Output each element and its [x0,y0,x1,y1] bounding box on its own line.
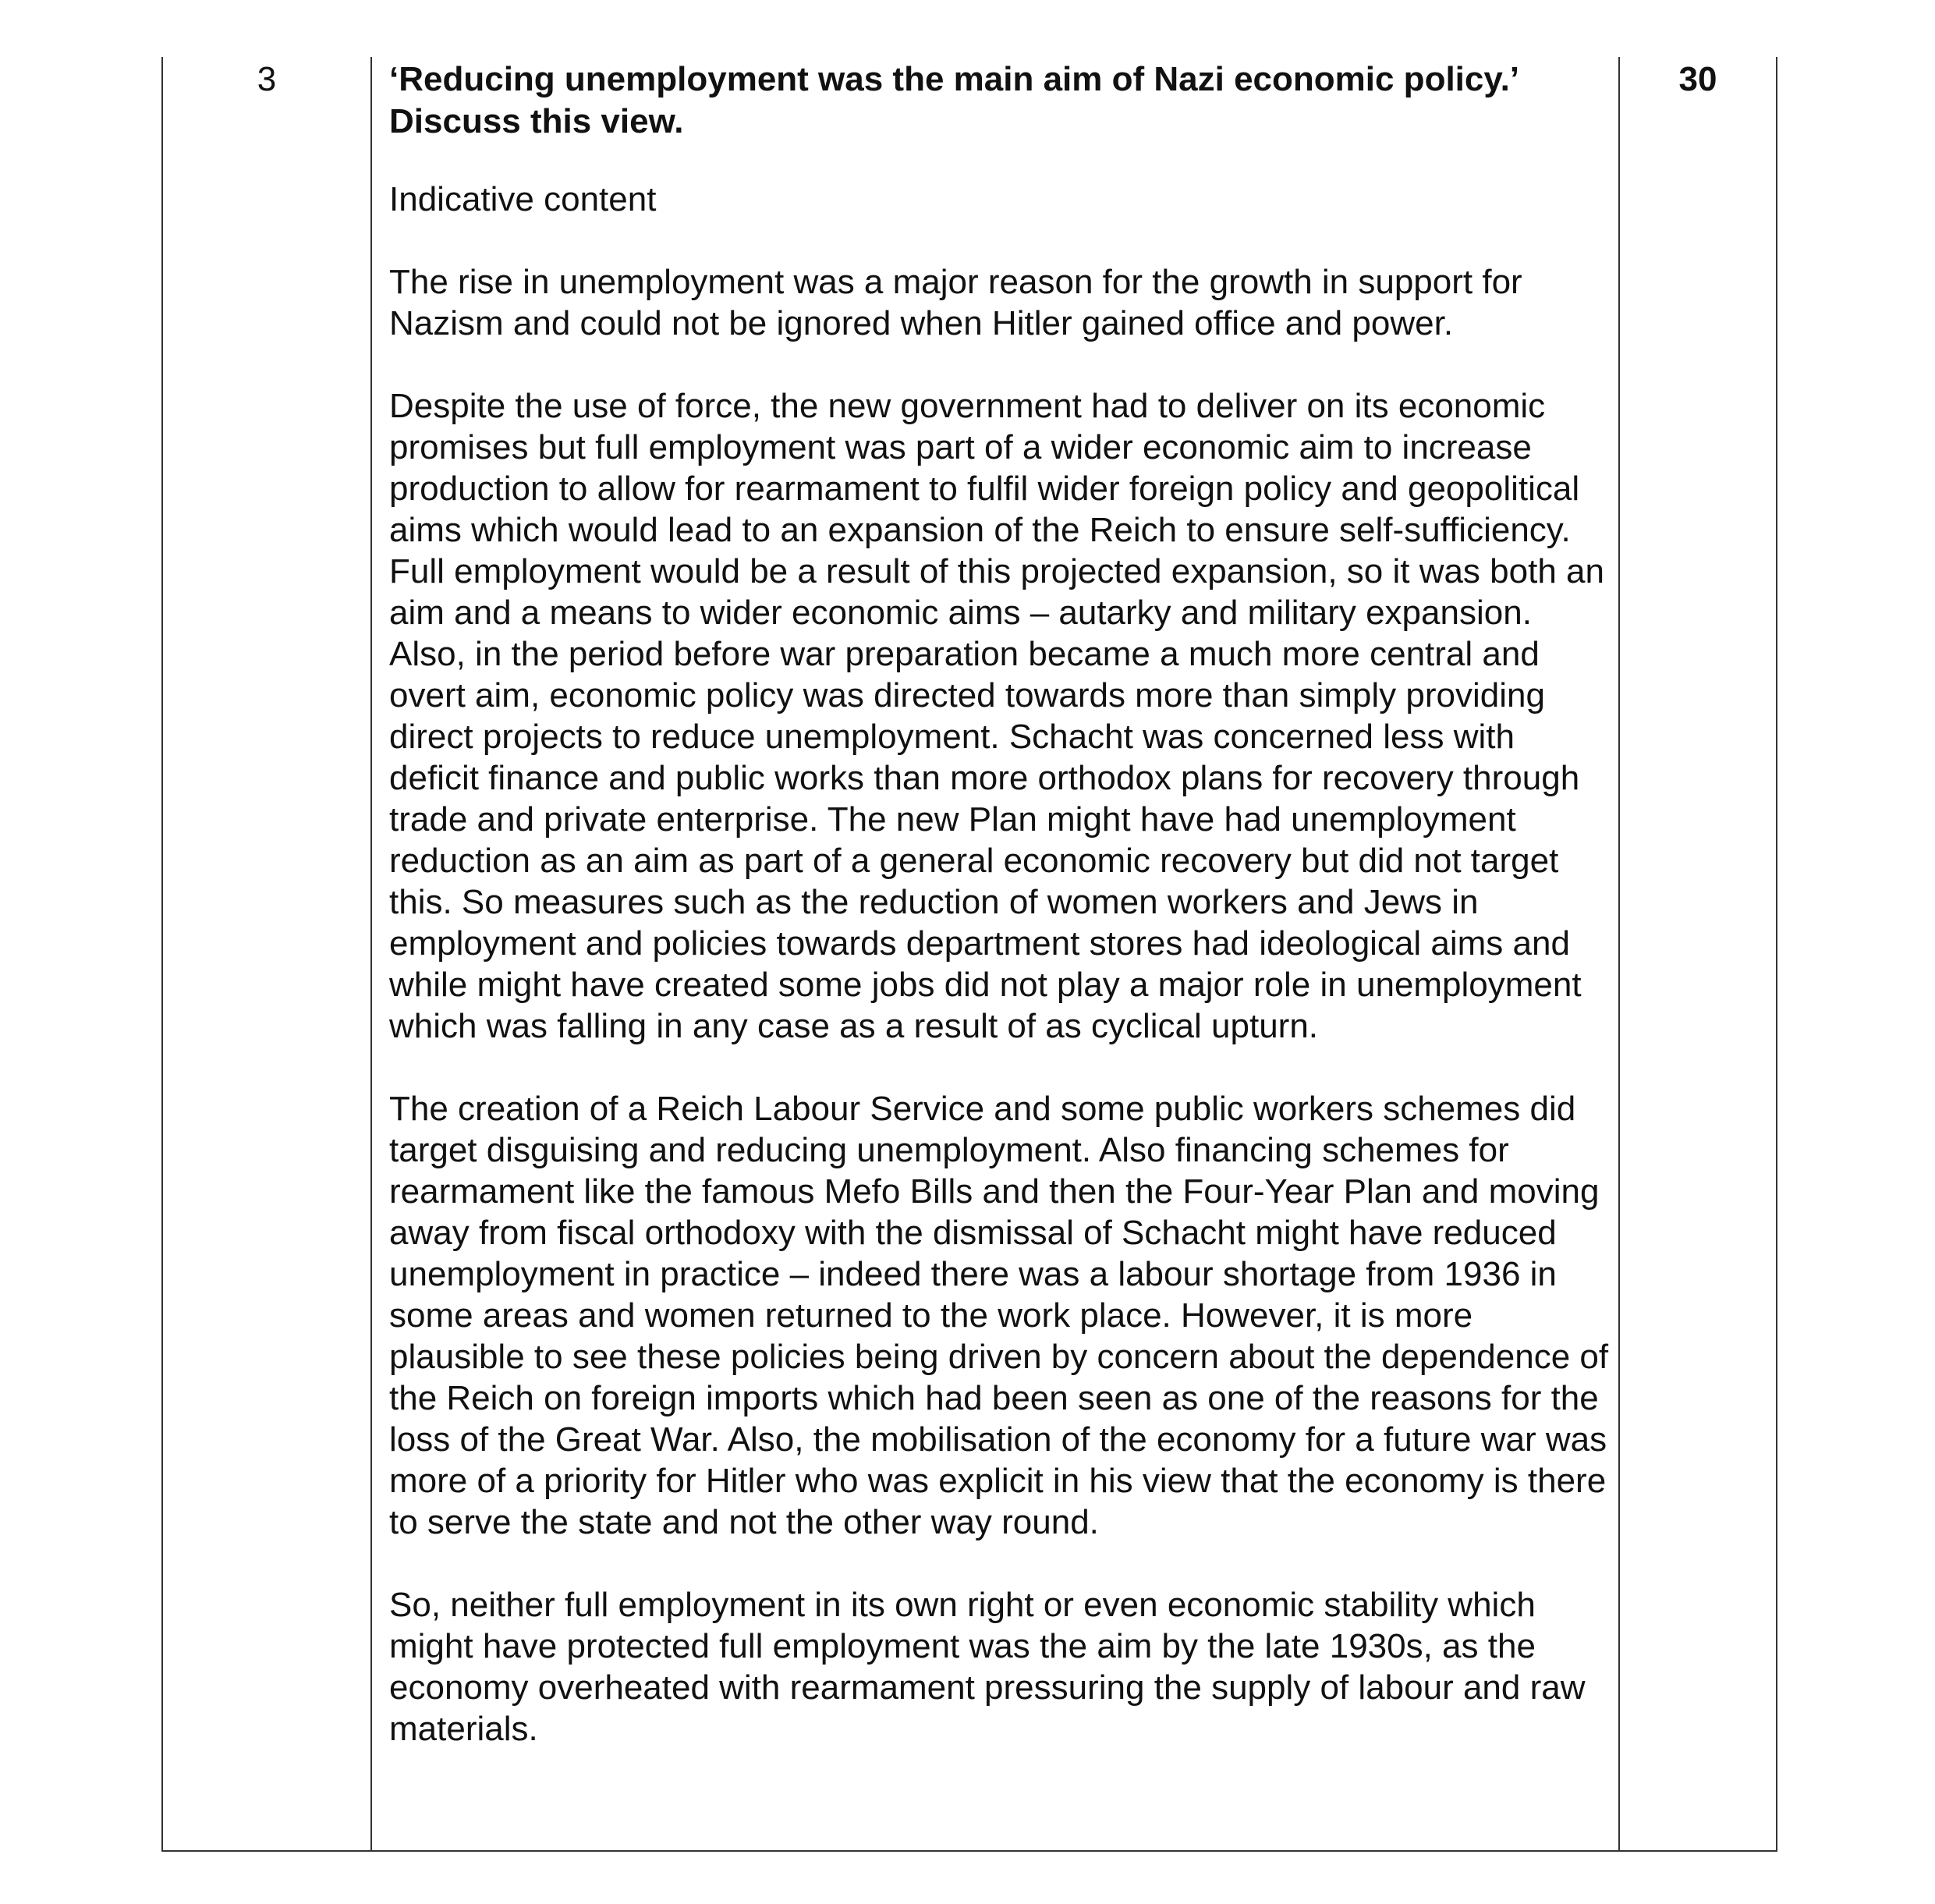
question-title-line: ‘Reducing unemployment was the main aim of Nazi economic policy.’ [389,60,1520,98]
content-paragraph: The creation of a Reich Labour Service and some public workers schemes did target disguising and reducing unemployment. Also financing schemes for rearmament like the famous Mefo Bills and then the Four-Year Plan and moving away from fiscal orthodoxy with the dismissal of Schacht might have reduced unemployment in practice – indeed there was a labour shortage from 1936 in some areas and women returned to the work place. However, it is more plausible to see these policies being driven by concern about the dependence of the Reich on foreign imports which had been seen as one of the reasons for the loss of the Great War. Also, the mobilisation of the economy for a future war was more of a priority for Hitler who was explicit in his view that the economy is there to serve the state and not the other way round. [389,1090,1609,1541]
indicative-content-heading: Indicative content [389,180,657,218]
content-paragraph: So, neither full employment in its own right or even economic stability which might have protected full employment was the aim by the late 1930s, as the economy overheated with rearmament pressuring the supply of labour and raw materials. [389,1586,1586,1748]
column-divider [370,57,372,1850]
content-paragraph: Despite the use of force, the new government had to deliver on its economic promises but full employment was part of a wider economic aim to increase production to allow for rearmament to fulfil wider foreign policy and geopolitical aims which would lead to an expansion of the Reich to ensure self-sufficiency. Full employment would be a result of this projected expansion, so it was both an aim and a means to wider economic aims – autarky and military expansion. Also, in the period before war preparation became a much more central and overt aim, economic policy was directed towards more than simply providing direct projects to reduce unemployment. Schacht was concerned less with deficit finance and public works than more orthodox plans for recovery through trade and private enterprise. The new Plan might have had unemployment reduction as an aim as part of a general economic recovery but did not target this. So measures such as the reduction of women workers and Jews in employment and policies towards department stores had ideological aims and while might have created some jobs did not play a major role in unemployment which was falling in any case as a result of as cyclical upturn. [389,387,1604,1045]
mark-scheme-table [161,57,1777,1852]
question-marks: 30 [1678,60,1717,98]
question-content [389,57,1610,1750]
question-number: 3 [257,60,277,98]
question-title [389,59,1610,143]
question-title-line: Discuss this view. [389,102,684,140]
column-divider [1618,57,1620,1850]
content-paragraph: The rise in unemployment was a major reason for the growth in support for Nazism and could not be ignored when Hitler gained office and power. [389,263,1522,342]
